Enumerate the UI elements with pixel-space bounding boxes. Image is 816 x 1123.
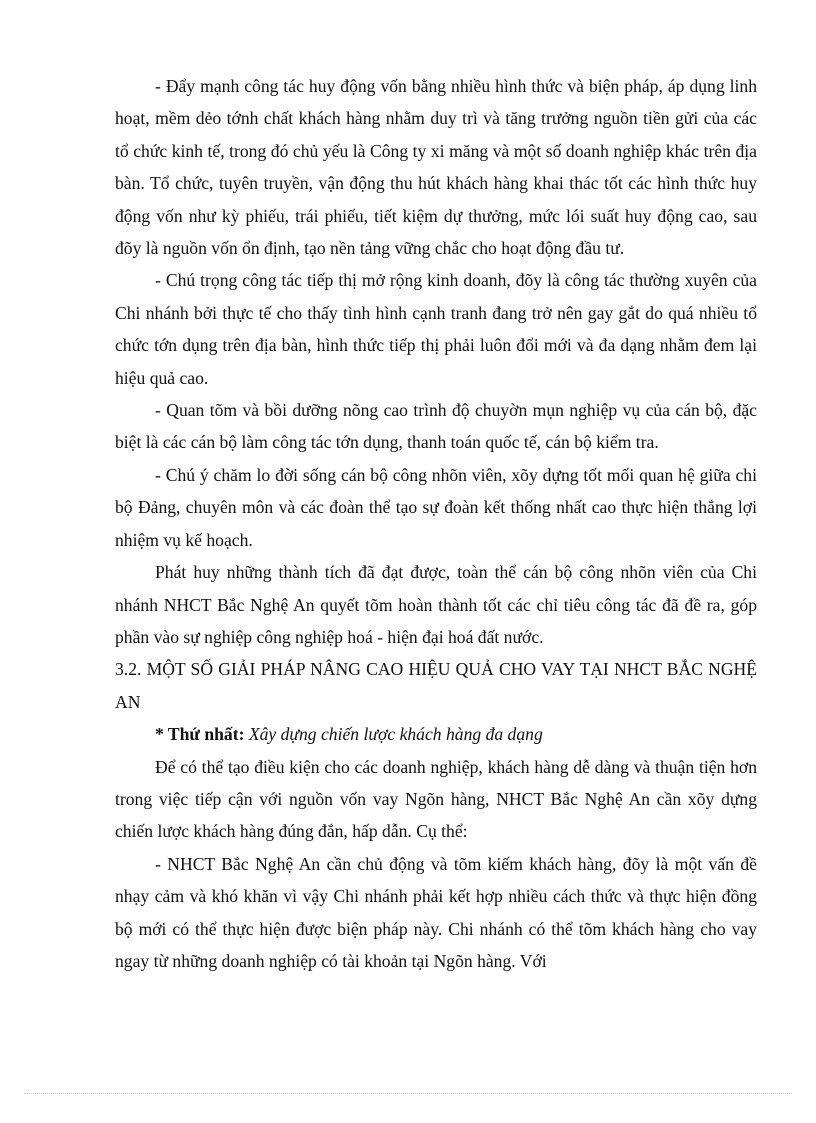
document-page [115,70,757,977]
subheading-text: Xây dựng chiến lược khách hàng đa dạng [248,724,543,745]
paragraph-strategy-intro: Để có thể tạo điều kiện cho các doanh nghiệp, khách hàng dễ dàng và thuận tiện hơn trong việc tiếp cận với nguồn vốn vay Ngõn hàng, NHCT Bắc Nghệ An cần xõy dựng chiến lược khách hàng đúng đắn, hấp dẫn. Cụ thể: [115,756,757,842]
paragraph-conclusion: Phát huy những thành tích đã đạt được, toàn thể cán bộ công nhõn viên của Chi nhánh NHCT Bắc Nghệ An quyết tõm hoàn thành tốt các chỉ tiêu công tác đã đề ra, góp phần vào sự nghiệp công nghiệp hoá - hiện đại hoá đất nước. [115,562,757,647]
paragraph-staff-training: - Quan tõm và bồi dưỡng nõng cao trình độ chuyờn mụn nghiệp vụ của cán bộ, đặc biệt là các cán bộ làm công tác tớn dụng, thanh toán quốc tế, cán bộ kiểm tra. [115,400,757,453]
subheading-label: * Thứ nhất: [155,724,245,745]
page-bottom-divider [24,1093,792,1094]
paragraph-staff-welfare: - Chú ý chăm lo đời sống cán bộ công nhõn viên, xõy dựng tốt mối quan hệ giữa chi bộ Đảng, chuyên môn và các đoàn thể tạo sự đoàn kết thống nhất cao thực hiện thắng lợi nhiệm vụ kế hoạch. [115,464,757,550]
paragraph-customer-search: - NHCT Bắc Nghệ An cần chủ động và tõm kiếm khách hàng, đõy là một vấn đề nhạy cảm và khó khăn vì vậy Chi nhánh phải kết hợp nhiều cách thức và thực hiện đồng bộ mới có thể thực hiện được biện pháp này. Chi nhánh có thể tõm khách hàng cho vay ngay từ những doanh nghiệp có tài khoản tại Ngõn hàng. Với [115,853,757,971]
section-heading: 3.2. MỘT SỐ GIẢI PHÁP NÂNG CAO HIỆU QUẢ CHO VAY TẠI NHCT BẮC NGHỆ AN [115,659,757,712]
subheading [115,718,757,750]
paragraph-capital-mobilization: - Đẩy mạnh công tác huy động vốn bằng nhiều hình thức và biện pháp, áp dụng linh hoạt, mềm dẻo tớnh chất khách hàng nhằm duy trì và tăng trưởng nguồn tiền gửi của các tổ chức kinh tế, trong đó chủ yếu là Công ty xi măng và một số doanh nghiệp khác trên địa bàn. Tổ chức, tuyên truyền, vận động thu hút khách hàng khai thác tốt các hình thức huy động vốn như kỳ phiếu, trái phiếu, tiết kiệm dự thưởng, mức lói suất huy động cao, sau đõy là nguồn vốn ổn định, tạo nền tảng vững chắc cho hoạt động đầu tư. [115,76,757,259]
paragraph-marketing: - Chú trọng công tác tiếp thị mở rộng kinh doanh, đõy là công tác thường xuyên của Chi nhánh bởi thực tế cho thấy tình hình cạnh tranh đang trở nên gay gắt do quá nhiều tổ chức tớn dụng trên địa bàn, hình thức tiếp thị phải luôn đổi mới và đa dạng nhằm đem lại hiệu quả cao. [115,270,757,388]
